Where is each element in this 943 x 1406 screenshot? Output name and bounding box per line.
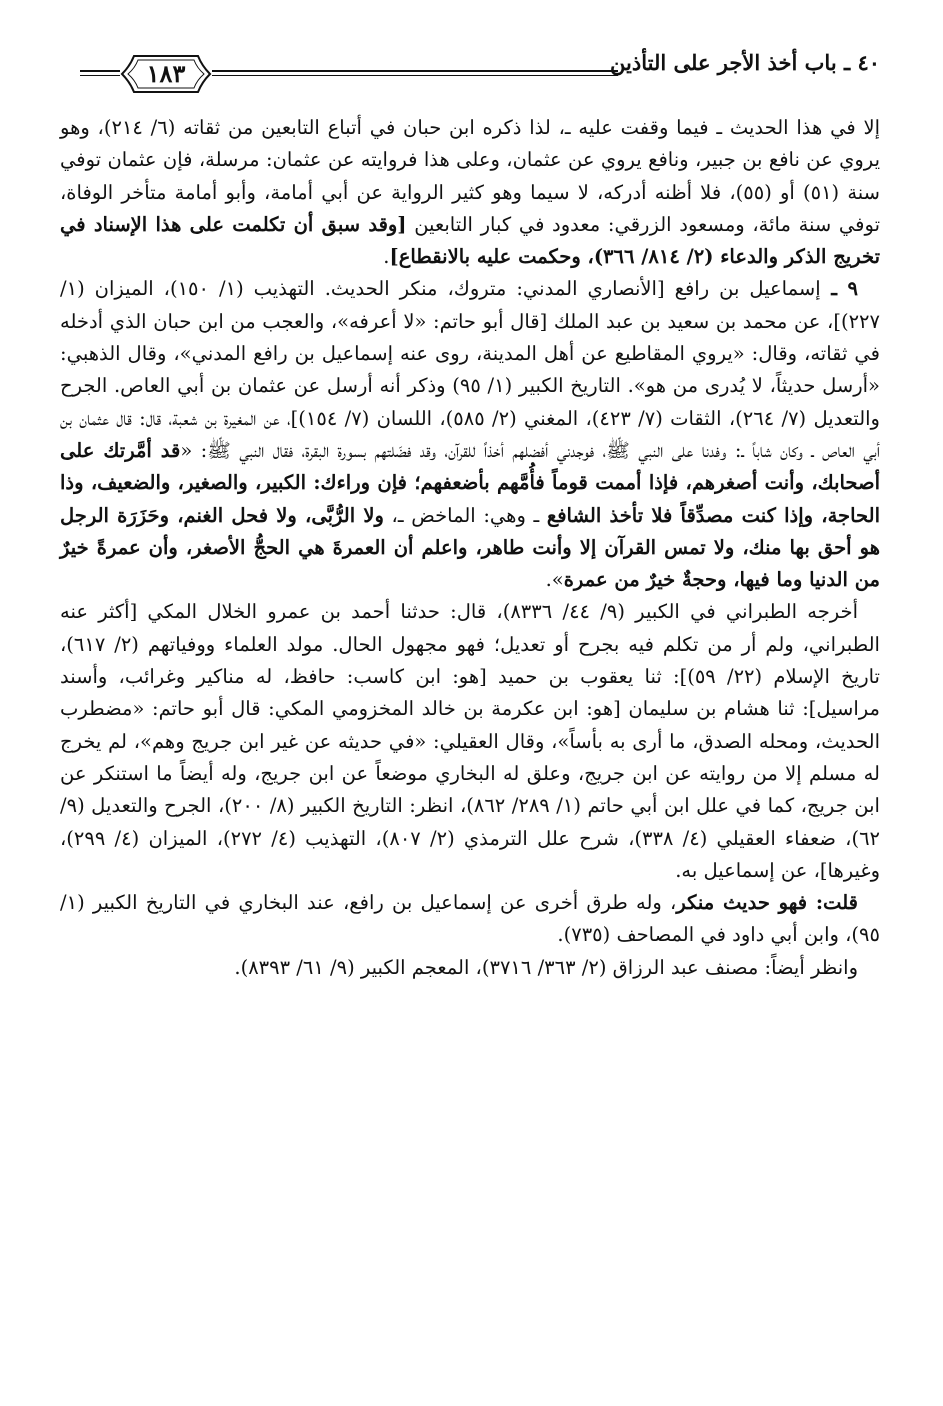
text-run-bold: [وقد سبق أن تكلمت على هذا الإسناد في تخريج الذكر والدعاء (٢/ ٨١٤/ ٣٦٦)، وحكمت عليه بالانقطاع]	[60, 212, 880, 269]
text-run: ».	[545, 568, 564, 592]
left-rule-thick	[80, 70, 120, 72]
text-run: ، وله طرق أخرى عن إسماعيل بن رافع، عند البخاري في التاريخ الكبير (١/ ٩٥)، وابن أبي داود في المصاحف (٧٣٥).	[60, 891, 880, 947]
text-run: وانظر أيضاً: مصنف عبد الرزاق (٢/ ٣٦٣/ ٣٧١٦)، المعجم الكبير (٩/ ٦١/ ٨٣٩٣).	[234, 955, 858, 979]
left-rule-thin	[80, 75, 120, 76]
text-run: أخرجه الطبراني في الكبير (٩/ ٤٤/ ٨٣٣٦)، قال: حدثنا أحمد بن عمرو الخلال المكي [أكثر عنه الطبراني، ولم أر من تكلم فيه بجرح أو تعديل؛ فهو مجهول الحال. مولد العلماء ووفياتهم (٢/ ٦١٧)، تاريخ الإسلام (٢٢/ ٥٩)]: ثنا يعقوب بن حميد [هو: ابن كاسب: حافظ، له مناكير وغرائب، وأسند مراسيل]: ثنا هشام بن سليمان [هو: ابن عكرمة بن خالد المخزومي المكي: قال أبو حاتم: «مضطرب الحديث، ومحله الصدق، ما أرى به بأساً»، وقال العقيلي: «في حديثه عن غير ابن جريج وهم»، لم يخرج له مسلم إلا من روايته عن ابن جريج، وعلق له البخاري موضعاً عن ابن جريج، وله أيضاً ما استنكر عن ابن جريج، كما في علل ابن أبي حاتم (١/ ٢٨٩/ ٨٦٢)، انظر: التاريخ الكبير (٨/ ٢٠٠)، الجرح والتعديل (٩/ ٦٢)، ضعفاء العقيلي (٤/ ٣٣٨)، شرح علل الترمذي (٢/ ٨٠٧)، التهذيب (٤/ ٢٧٢)، الميزان (٤/ ٢٩٩)، وغيرها]، عن إسماعيل به.	[60, 600, 881, 882]
text-run-bold: قلت: فهو حديث منكر	[676, 891, 858, 915]
paragraph-hadith-9	[60, 273, 880, 596]
text-run: إسماعيل بن رافع [الأنصاري المدني: متروك، منكر الحديث. التهذيب (١/ ١٥٠)، الميزان (١/ ٢٢٧)]، عن محمد بن سعيد بن عبد الملك [قال أبو حاتم: «لا أعرفه»، والعجب من ابن حبان الذي أدخله في ثقاته، وقال: «يروي المقاطيع عن أهل المدينة، روى عنه إسماعيل بن رافع المدني»، وقال الذهبي: «أرسل حديثاً، لا يُدرى من هو». التاريخ الكبير (١/ ٩٥) وذكر أنه أرسل عن عثمان بن أبي العاص. الجرح والتعديل (٧/ ٢٦٤)، الثقات (٧/ ٤٢٣)، المغني (٢/ ٥٨٥)، اللسان (٧/ ١٥٤)]، عن المغيرة بن شعبة، قال: قال عثمان بن أبي العاص ـ وكان شاباً ـ: وفدنا على النبي ﷺ، فوجدني أفضلهم أخذاً للقرآن، وقد فضَلتهم بسورة البقرة، فقال النبي ﷺ: «	[60, 277, 880, 462]
header-left-rule	[80, 70, 120, 78]
text-run: إلا في هذا الحديث ـ فيما وقفت عليه ـ، لذا ذكره ابن حبان في أتباع التابعين من ثقاته (٦/ ٢١٤)، وهو يروي عن نافع بن جبير، ونافع يروي عن عثمان، وعلى هذا فروايته عن عثمان: مرسلة، فإن عثمان توفي سنة (٥١) أو (٥٥)، فلا أظنه أدركه، لا سيما وهو كثير الرواية عن أبي أمامة، وأبو أمامة متأخر الوفاة، توفي سنة مائة، ومسعود الزرقي: معدود في كبار التابعين	[60, 116, 881, 236]
header-rule-thick	[212, 70, 618, 72]
page-number: ١٨٣	[146, 59, 186, 88]
header-rule-thin	[212, 75, 618, 76]
paragraph	[60, 112, 880, 273]
item-number: ٩ ـ	[820, 277, 858, 301]
chapter-title: ٤٠ ـ باب أخذ الأجر على التأذين	[610, 50, 880, 75]
running-header	[80, 38, 880, 98]
text-run: ـ وهي: الماخض ـ،	[383, 503, 547, 527]
text-run-bold: قد أمَّرتك على أصحابك، وأنت أصغرهم، فإذا أممت قوماً فأُمَّهم بأضعفهم؛ فإن وراءك: الكبير، والصغير، والضعيف، وذا الحاجة، وإذا كنت مصدِّقاً فلا تأخذ الشافع	[60, 438, 880, 527]
main-text	[60, 112, 880, 984]
text-run: .	[383, 245, 390, 269]
text-run-bold: ولا الرُّبَّى، ولا فحل الغنم، وحَزَرَة الرجل هو أحق بها منك، ولا تمس القرآن إلا وأنت طاهر، واعلم أن العمرةَ هي الحجُّ الأصغر، وأن عمرةً خيرٌ من الدنيا وما فيها، وحجةٌ خيرٌ من عمرة	[60, 503, 880, 592]
paragraph-verdict	[60, 887, 880, 952]
header-double-rule	[212, 70, 618, 78]
paragraph-see-also	[60, 952, 880, 984]
paragraph-takhrij	[60, 596, 880, 887]
page-number-badge	[120, 52, 212, 96]
